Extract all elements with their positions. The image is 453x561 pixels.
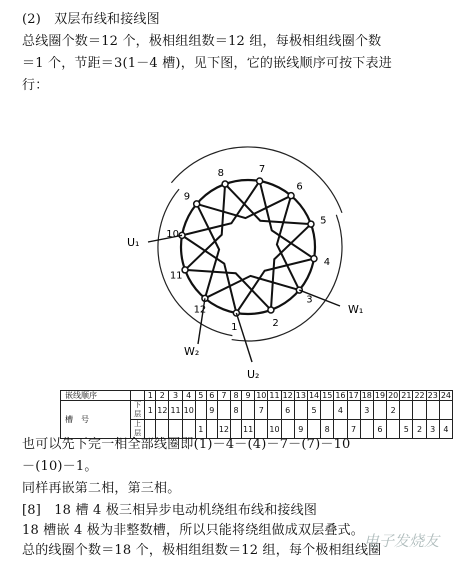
slot-number: 12 — [193, 304, 207, 316]
slot-number: 8 — [217, 167, 225, 179]
order-cell: 17 — [348, 391, 359, 400]
slot-cell: 10 — [182, 401, 195, 420]
paragraph-line: 总的线圈个数＝18 个，极相组组数＝12 组，每个极相组线圈 — [22, 543, 382, 558]
paragraph-line: 同样再嵌第二相，第三相。 — [22, 481, 181, 496]
slot-number: 7 — [258, 164, 266, 176]
slot-cell: 6 — [373, 420, 386, 439]
order-cell: 2 — [156, 391, 169, 401]
label-u1: U₁ — [127, 236, 140, 249]
slot-number: 9 — [183, 191, 191, 203]
slot-marker — [194, 201, 200, 207]
slot-cell — [413, 401, 426, 420]
coil-line — [197, 204, 219, 298]
table-row — [61, 401, 453, 420]
slot-cell — [242, 401, 255, 420]
slot-cell: 10 — [268, 420, 281, 439]
order-cell: 7 — [217, 391, 230, 401]
coil-line — [277, 196, 299, 290]
slot-cell — [373, 401, 386, 420]
slot-cell: 7 — [255, 401, 268, 420]
slot-cell — [347, 401, 360, 420]
order-cell: 14 — [308, 391, 320, 400]
slot-cell: 12 — [156, 401, 169, 420]
slot-cell: 8 — [231, 401, 242, 420]
slot-cell: 2 — [413, 420, 426, 439]
slot-cell: 3 — [360, 401, 373, 420]
order-cell: 15 — [322, 391, 333, 400]
sub-header-upper: 上层 — [131, 420, 145, 439]
slot-number: 6 — [296, 181, 303, 193]
order-cell: 13 — [295, 391, 306, 400]
order-cell: 12 — [282, 391, 293, 400]
slot-marker — [222, 181, 228, 187]
slot-marker — [257, 178, 263, 184]
row-header: 槽 号 — [61, 401, 131, 439]
paragraph-line: 18 槽嵌 4 极为非整数槽，所以只能将绕组做成双层叠式。 — [22, 523, 365, 538]
slot-cell: 5 — [400, 420, 413, 439]
paragraph-line: －(10)－1。 — [22, 459, 98, 474]
order-cell: 21 — [401, 391, 412, 400]
slot-marker — [308, 221, 314, 227]
slot-cell: 11 — [242, 420, 255, 439]
slot-cell: 9 — [294, 420, 307, 439]
slot-cell: 4 — [334, 401, 347, 420]
row-header: 嵌线顺序 — [61, 391, 131, 401]
slot-cell: 8 — [321, 420, 334, 439]
order-cell: 11 — [269, 391, 280, 400]
order-cell: 3 — [169, 391, 182, 401]
order-cell: 8 — [231, 391, 242, 401]
sub-header-lower: 下层 — [131, 401, 145, 420]
order-cell: 18 — [361, 391, 372, 400]
slot-cell — [426, 401, 439, 420]
slot-cell: 1 — [145, 401, 156, 420]
slot-number: 1 — [231, 321, 238, 333]
slot-cell: 2 — [387, 401, 400, 420]
slot-marker — [182, 267, 188, 273]
order-cell: 10 — [256, 391, 267, 400]
lead-line — [236, 313, 252, 362]
section-heading: (2) 双层布线和接线图 — [22, 12, 160, 27]
section-heading: [8] 18 槽 4 极三相异步电动机绕组布线和接线图 — [22, 503, 318, 518]
paragraph-line: ＝1 个，节距＝3(1－4 槽)，见下图，它的嵌线顺序可按下表进 — [22, 56, 392, 71]
winding-order-table — [60, 390, 453, 439]
order-cell: 23 — [427, 391, 438, 400]
slot-number: 10 — [166, 229, 179, 241]
watermark: 电子发烧友 — [363, 532, 439, 550]
coil-connections — [182, 181, 314, 316]
order-cell: 4 — [182, 391, 195, 401]
slot-marker — [311, 256, 317, 262]
slot-cell: 9 — [206, 401, 217, 420]
slot-cell — [439, 401, 452, 420]
label-w1: W₁ — [348, 303, 364, 316]
label-w2: W₂ — [184, 345, 200, 358]
slot-cell: 5 — [307, 401, 320, 420]
order-cell: 9 — [242, 391, 255, 401]
slot-cell — [195, 401, 206, 420]
slot-cell: 4 — [439, 420, 452, 439]
slot-number: 4 — [323, 256, 331, 268]
order-cell: 5 — [195, 391, 206, 401]
order-cell: 22 — [414, 391, 425, 400]
slot-cell — [387, 420, 400, 439]
slot-labels — [166, 164, 330, 333]
slot-cell: 3 — [426, 420, 439, 439]
slot-cell: 1 — [195, 420, 206, 439]
paragraph-line: 行： — [22, 78, 49, 93]
order-cell: 6 — [206, 391, 217, 401]
slot-cell — [400, 401, 413, 420]
slot-cell: 12 — [217, 420, 230, 439]
order-cell: 1 — [145, 391, 156, 401]
order-cell: 16 — [335, 391, 346, 400]
paragraph-line: 也可以先下完一相全部线圈即(1)－4－(4)－7－(7)－10 — [22, 437, 351, 452]
slot-number: 5 — [320, 215, 327, 227]
slot-cell: 7 — [347, 420, 360, 439]
table-row — [61, 391, 453, 401]
slot-cell — [268, 401, 281, 420]
label-u2: U₂ — [247, 368, 260, 381]
slot-cell — [294, 401, 307, 420]
order-cell: 20 — [388, 391, 399, 400]
slot-number: 11 — [169, 270, 183, 282]
slot-cell: 11 — [169, 401, 182, 420]
coil-line — [205, 276, 299, 298]
order-cell: 24 — [440, 391, 451, 400]
order-cell: 19 — [374, 391, 386, 400]
slot-cell — [321, 401, 334, 420]
coil-line — [197, 196, 291, 218]
slot-cell — [360, 420, 373, 439]
slot-cell — [217, 401, 230, 420]
slot-cell: 6 — [281, 401, 294, 420]
slot-marker — [288, 193, 294, 199]
slot-marker — [268, 307, 274, 313]
slot-number: 3 — [306, 294, 313, 306]
slot-number: 2 — [272, 318, 279, 330]
paragraph-line: 总线圈个数＝12 个，极相组组数＝12 组，每极相组线圈个数 — [22, 34, 382, 49]
